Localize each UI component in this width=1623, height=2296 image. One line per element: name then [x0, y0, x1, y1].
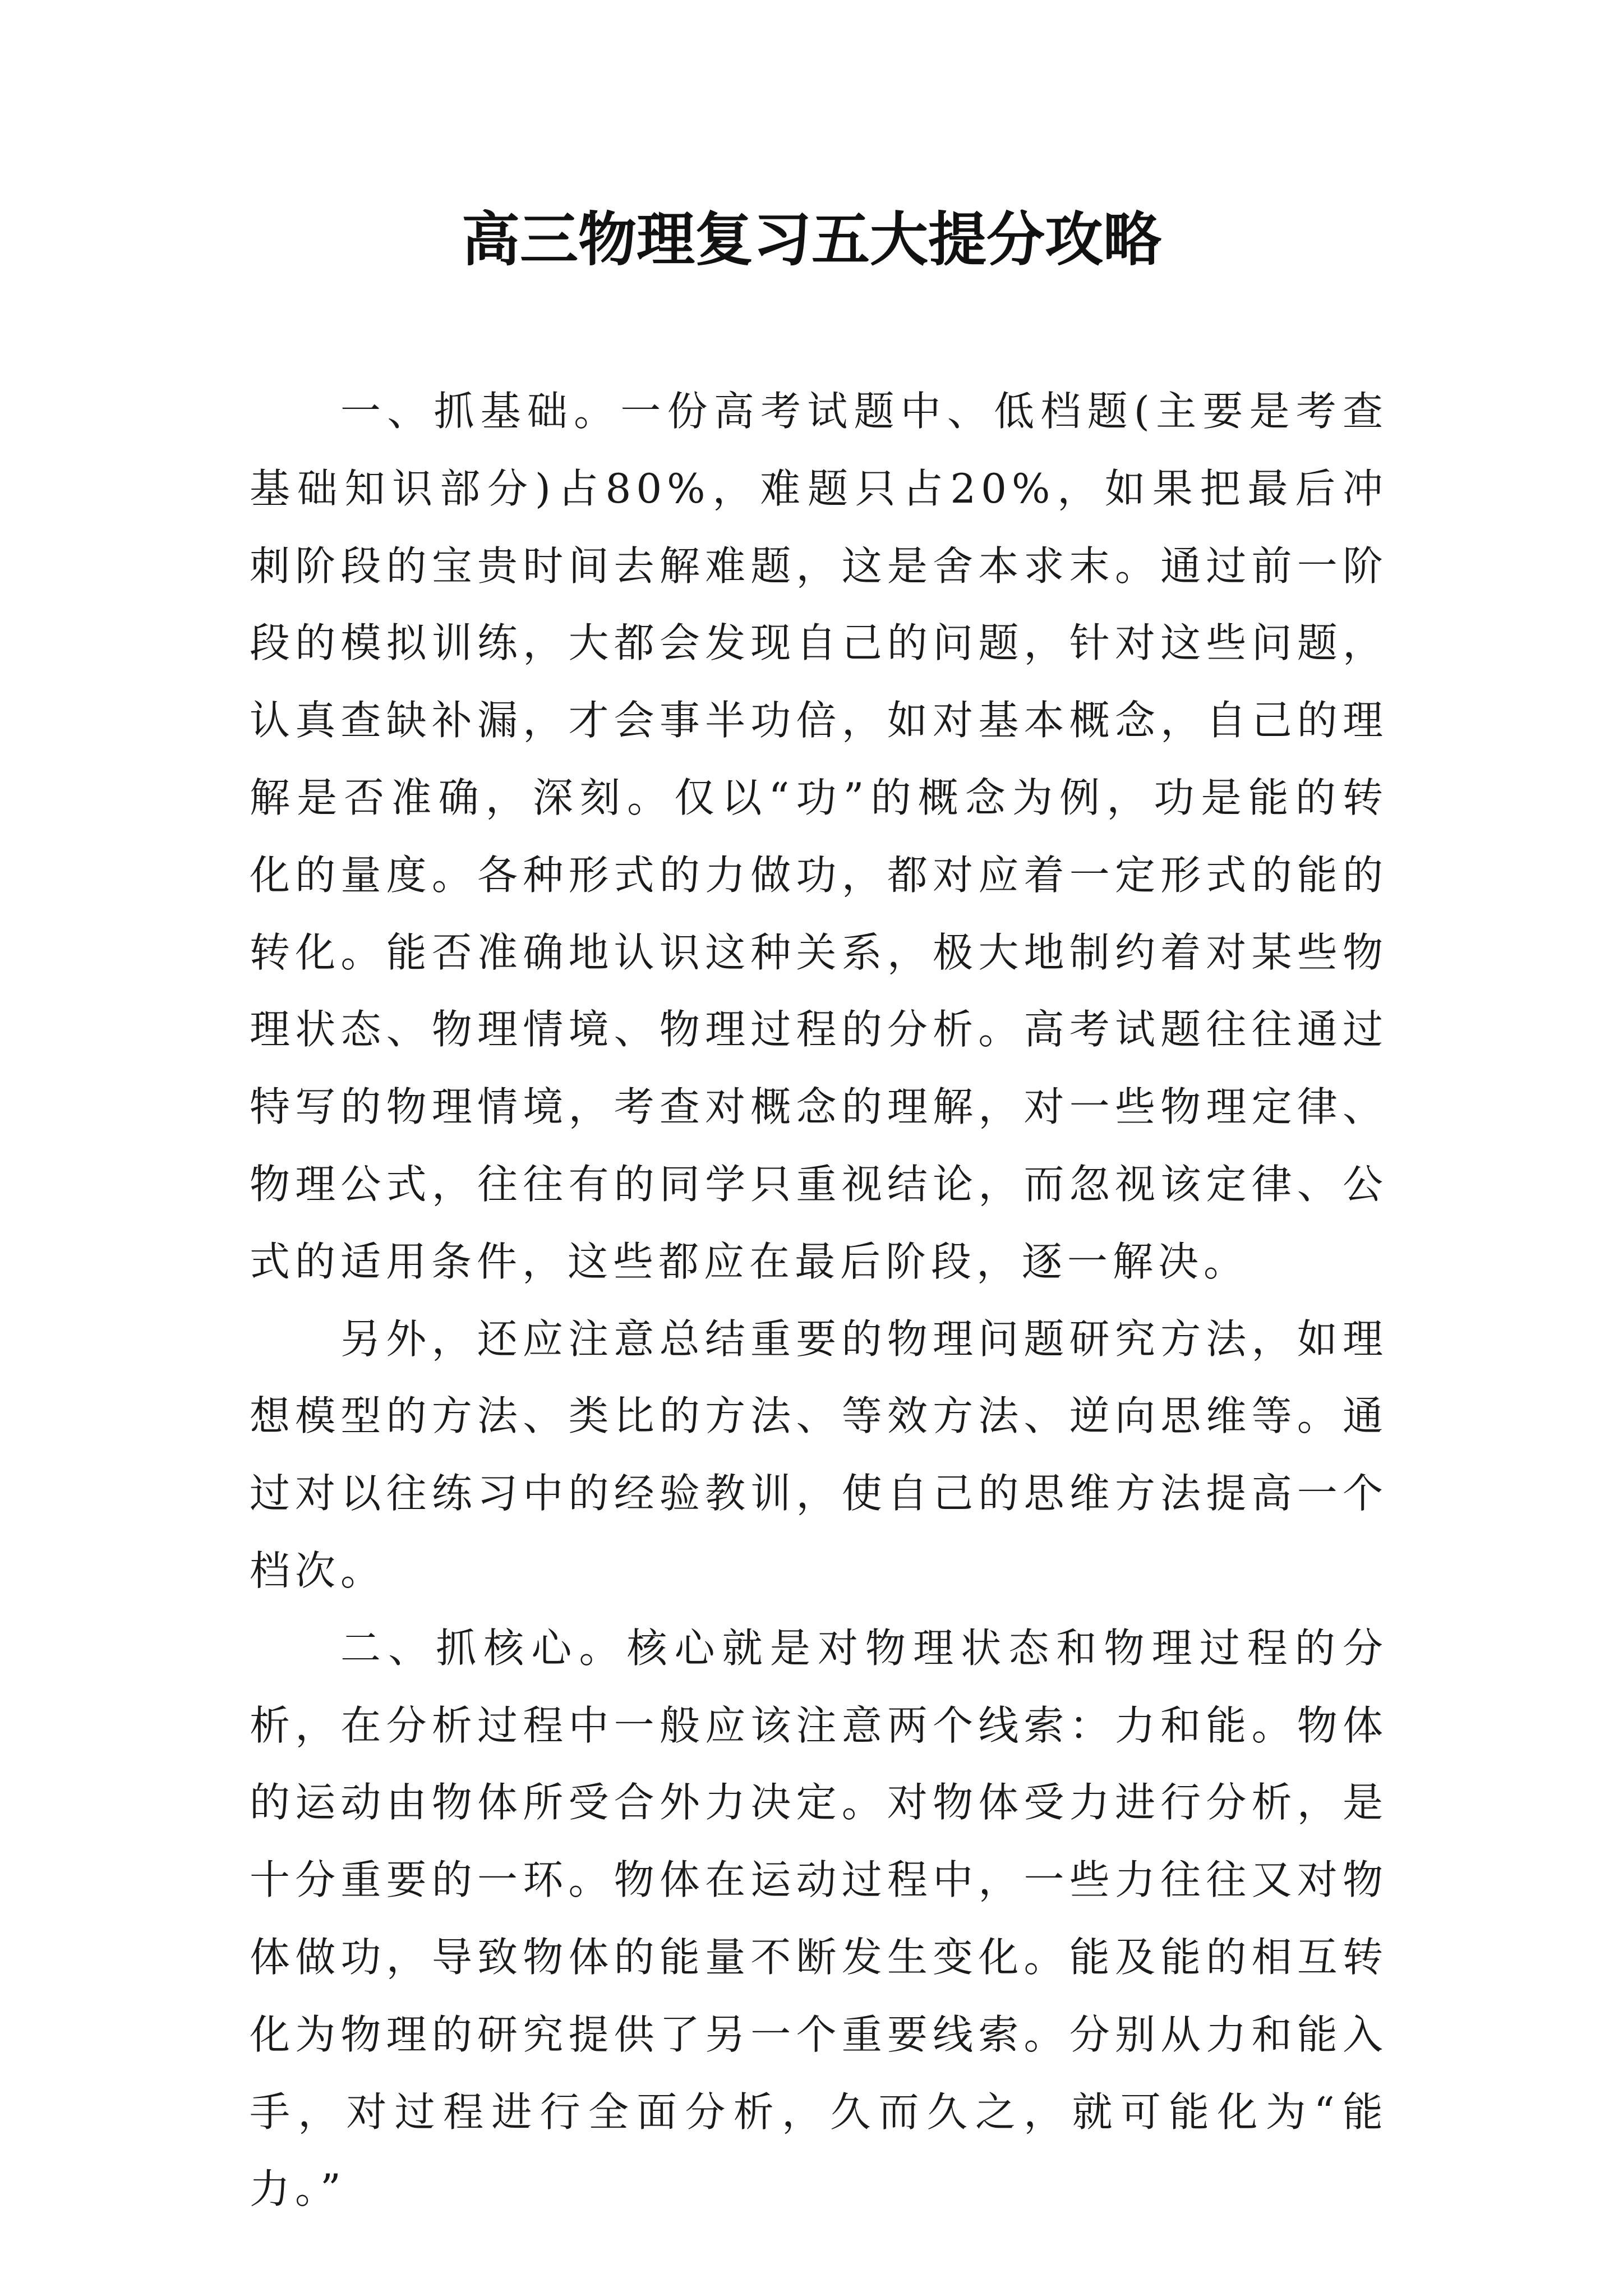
paragraph-methods: 另外，还应注意总结重要的物理问题研究方法，如理想模型的方法、类比的方法、等效方法、逆向思维等。通过对以往练习中的经验教训，使自己的思维方法提高一个档次。 [250, 1315, 1388, 1594]
document-body [250, 373, 1388, 2228]
document-title: 高三物理复习五大提分攻略 [461, 205, 1161, 274]
paragraph-core: 二、抓核心。核心就是对物理状态和物理过程的分析，在分析过程中一般应该注意两个线索：力和能。物体的运动由物体所受合外力决定。对物体受力进行分析，是十分重要的一环。物体在运动过程中，一些力往往又对物体做功，导致物体的能量不断发生变化。能及能的相互转化为物理的研究提供了另一个重要线索。分别从力和能入手，对过程进行全面分析，久而久之，就可能化为“能力。” [250, 1624, 1388, 2213]
paragraph-fundamentals: 一、抓基础。一份高考试题中、低档题(主要是考查基础知识部分)占80%，难题只占20%，如果把最后冲刺阶段的宝贵时间去解难题，这是舍本求末。通过前一阶段的模拟训练，大都会发现自己的问题，针对这些问题，认真查缺补漏，才会事半功倍，如对基本概念，自己的理解是否准确，深刻。仅以“功”的概念为例，功是能的转化的量度。各种形式的力做功，都对应着一定形式的能的转化。能否准确地认识这种关系，极大地制约着对某些物理状态、物理情境、物理过程的分析。高考试题往往通过特写的物理情境，考查对概念的理解，对一些物理定律、物理公式，往往有的同学只重视结论，而忽视该定律、公式的适用条件，这些都应在最后阶段，逐一解决。 [250, 388, 1388, 1285]
